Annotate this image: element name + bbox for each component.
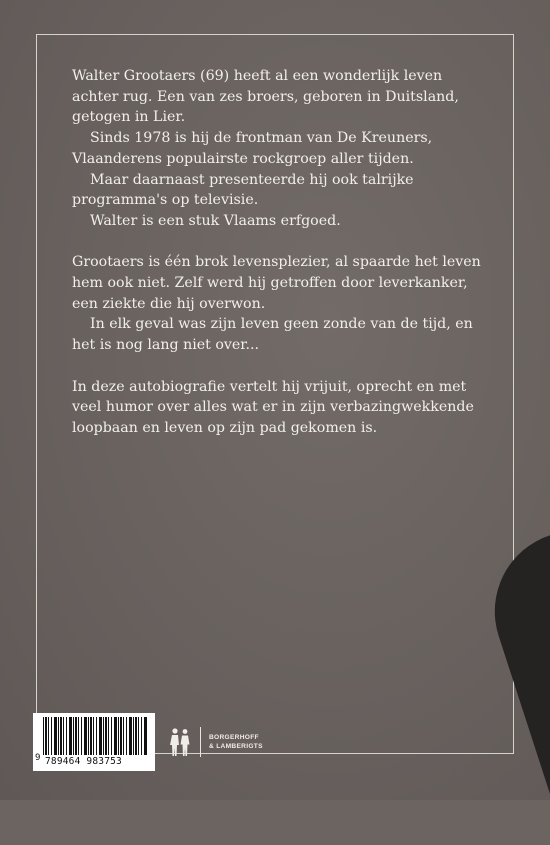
blurb-paragraph-5: Grootaers is één brok levensplezier, al spaarde het leven hem ook niet. Zelf werd hij getroffen door leverkanker, een ziekte die hij overwon. bbox=[72, 254, 481, 312]
isbn-digits: 789464 983753 bbox=[45, 756, 122, 767]
blurb-text bbox=[72, 66, 492, 439]
blurb-paragraph-4: Walter is een stuk Vlaams erfgoed. bbox=[90, 212, 341, 229]
paragraph-gap bbox=[72, 232, 492, 253]
blurb-paragraph-1: Walter Grootaers (69) heeft al een wonderlijk leven achter rug. Een van zes broers, geboren in Duitsland, getogen in Lier. bbox=[72, 68, 459, 126]
publisher-figures-icon bbox=[168, 727, 192, 757]
isbn-barcode bbox=[33, 713, 155, 771]
barcode-bars bbox=[43, 717, 147, 755]
blurb-paragraph-2: Sinds 1978 is hij de frontman van De Kreuners, Vlaanderens populairste rockgroep aller tijden. bbox=[72, 130, 433, 167]
blurb-paragraph-3: Maar daarnaast presenteerde hij ook talrijke programma's op televisie. bbox=[72, 171, 414, 209]
isbn-lead-digit: 9 bbox=[35, 753, 41, 763]
blurb-paragraph-7: In deze autobiografie vertelt hij vrijuit, oprecht en met veel humor over alles wat er in zijn verbazingwekkende loopbaan en leven op zijn pad gekomen is. bbox=[72, 378, 474, 436]
publisher-name-line-2: & LAMBERIGTS bbox=[209, 743, 263, 750]
publisher-divider bbox=[200, 727, 201, 757]
publisher-name bbox=[209, 733, 263, 751]
publisher-logo bbox=[168, 727, 263, 757]
blurb-paragraph-6: In elk geval was zijn leven geen zonde van de tijd, en het is nog lang niet over... bbox=[72, 316, 473, 354]
publisher-name-line-1: BORGERHOFF bbox=[209, 734, 259, 741]
paragraph-gap bbox=[72, 356, 492, 377]
